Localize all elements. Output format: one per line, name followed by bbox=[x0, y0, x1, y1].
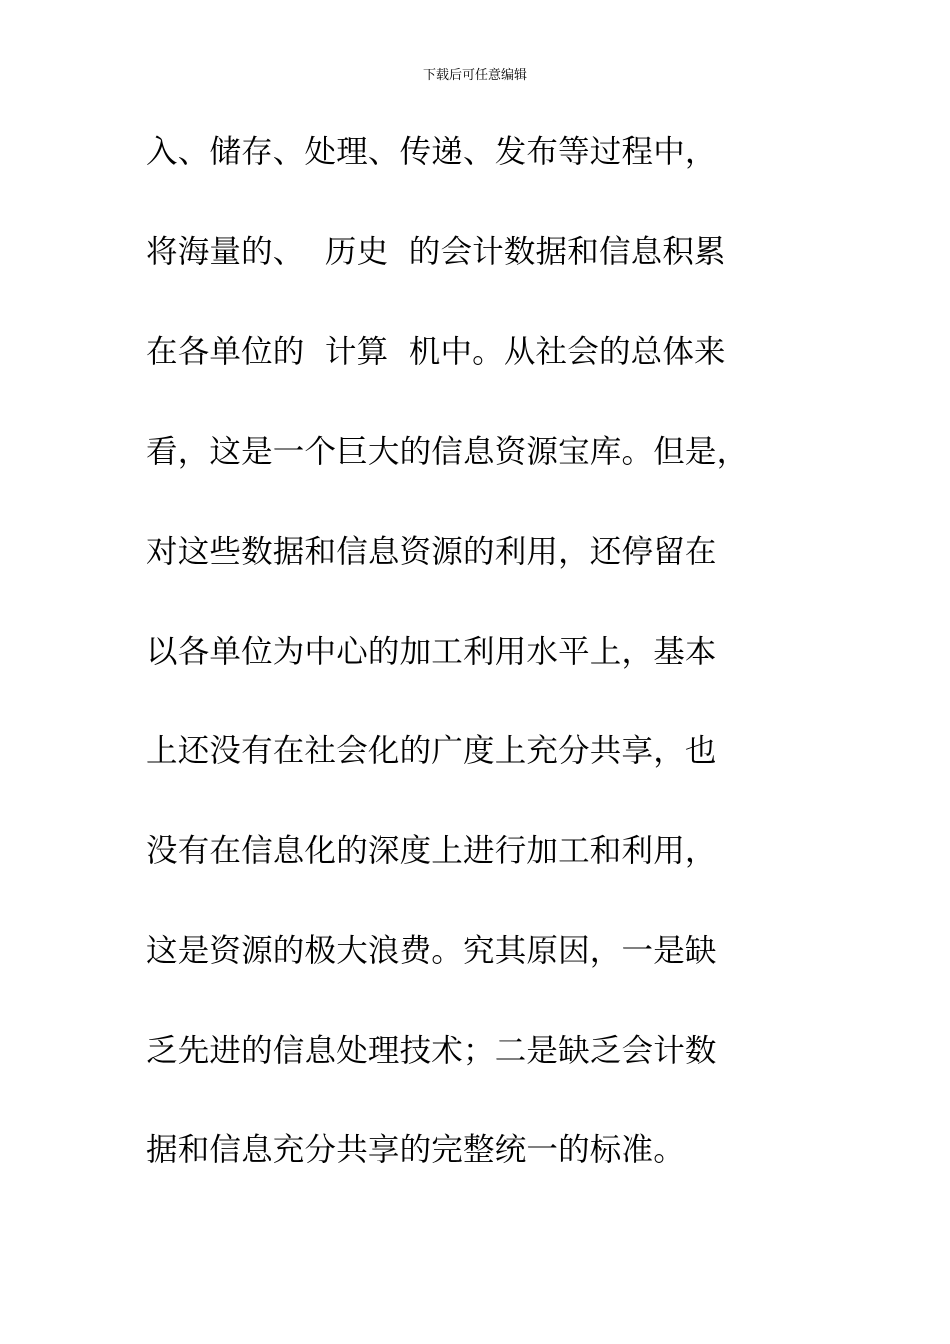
page-header-note: 下载后可任意编辑 bbox=[422, 68, 527, 83]
body-line-5: 对这些数据和信息资源的利用，还停留在 bbox=[146, 534, 717, 570]
body-line-6: 以各单位为中心的加工利用水平上，基本 bbox=[146, 634, 717, 670]
body-line-3: 在各单位的 计算 机中。从社会的总体来 bbox=[146, 334, 726, 370]
body-line-8: 没有在信息化的深度上进行加工和利用， bbox=[146, 833, 717, 869]
body-line-7: 上还没有在社会化的广度上充分共享，也 bbox=[146, 733, 717, 769]
body-line-4: 看，这是一个巨大的信息资源宝库。但是， bbox=[146, 434, 749, 470]
body-line-10: 乏先进的信息处理技术；二是缺乏会计数 bbox=[146, 1033, 717, 1069]
body-line-11: 据和信息充分共享的完整统一的标准。 bbox=[146, 1132, 685, 1168]
body-line-9: 这是资源的极大浪费。究其原因，一是缺 bbox=[146, 933, 717, 969]
body-line-1: 入、储存、处理、传递、发布等过程中， bbox=[146, 134, 717, 170]
body-line-2: 将海量的、 历史 的会计数据和信息积累 bbox=[146, 234, 726, 270]
